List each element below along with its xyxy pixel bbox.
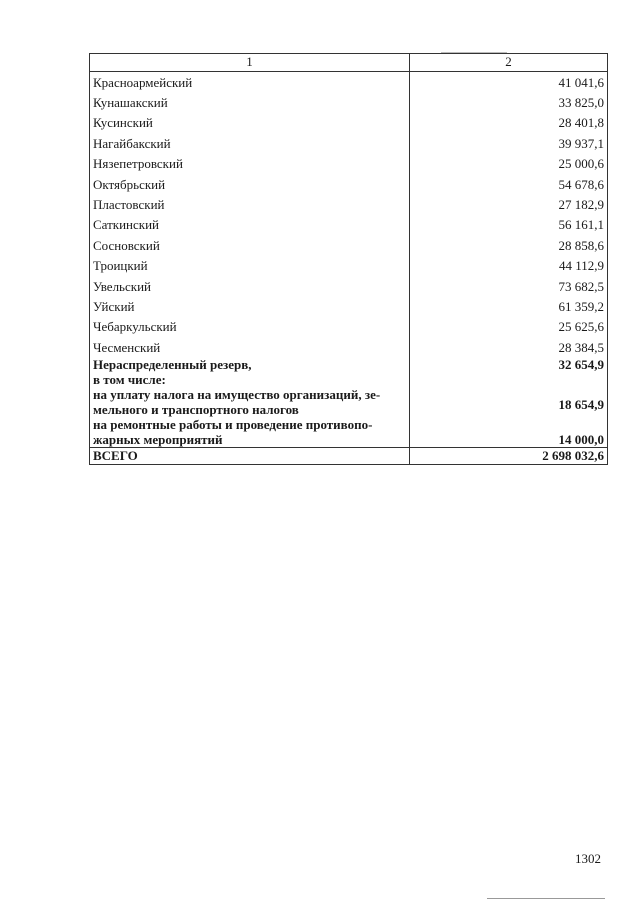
total-row bbox=[90, 448, 608, 465]
district-value: 54 678,6 bbox=[409, 174, 607, 194]
reserve-item-value: 18 654,9 bbox=[409, 387, 607, 417]
district-value: 73 682,5 bbox=[409, 276, 607, 296]
district-name: Саткинский bbox=[90, 215, 410, 235]
table-row bbox=[90, 194, 608, 214]
reserve-item-line: жарных мероприятий bbox=[93, 432, 223, 448]
table-row bbox=[90, 72, 608, 93]
reserve-value: 32 654,9 bbox=[409, 357, 607, 372]
reserve-item-row bbox=[90, 417, 608, 448]
district-value: 28 384,5 bbox=[409, 337, 607, 357]
reserve-label: Нераспределенный резерв, bbox=[90, 357, 410, 372]
district-name: Октябрьский bbox=[90, 174, 410, 194]
reserve-item-line: на ремонтные работы и проведение противопо- bbox=[93, 417, 373, 433]
district-value: 61 359,2 bbox=[409, 296, 607, 316]
district-value: 39 937,1 bbox=[409, 133, 607, 153]
table-row bbox=[90, 92, 608, 112]
table-row bbox=[90, 215, 608, 235]
table-row bbox=[90, 174, 608, 194]
district-name: Кунашакский bbox=[90, 92, 410, 112]
district-value: 27 182,9 bbox=[409, 194, 607, 214]
district-value: 28 858,6 bbox=[409, 235, 607, 255]
reserve-item-value: 14 000,0 bbox=[409, 417, 607, 448]
district-name: Увельский bbox=[90, 276, 410, 296]
including-row bbox=[90, 372, 608, 387]
including-label: в том числе: bbox=[90, 372, 410, 387]
reserve-row bbox=[90, 357, 608, 372]
column-header-2: 2 bbox=[409, 54, 607, 72]
district-name: Чебаркульский bbox=[90, 317, 410, 337]
reserve-item-line: на уплату налога на имущество организаций, зе- bbox=[93, 387, 381, 403]
district-name: Пластовский bbox=[90, 194, 410, 214]
page-number: 1302 bbox=[575, 851, 601, 866]
total-value: 2 698 032,6 bbox=[409, 448, 607, 465]
district-value: 25 625,6 bbox=[409, 317, 607, 337]
district-name: Красноармейский bbox=[90, 72, 410, 93]
table-row bbox=[90, 154, 608, 174]
reserve-item-line: мельного и транспортного налогов bbox=[93, 402, 299, 418]
reserve-section bbox=[90, 357, 608, 448]
table-row bbox=[90, 133, 608, 153]
district-value: 56 161,1 bbox=[409, 215, 607, 235]
reserve-item-row bbox=[90, 387, 608, 417]
district-value: 28 401,8 bbox=[409, 113, 607, 133]
district-name: Нязепетровский bbox=[90, 154, 410, 174]
table-body bbox=[90, 72, 608, 358]
district-name: Сосновский bbox=[90, 235, 410, 255]
table-row bbox=[90, 276, 608, 296]
table-row bbox=[90, 113, 608, 133]
table-row bbox=[90, 317, 608, 337]
district-value: 33 825,0 bbox=[409, 92, 607, 112]
table-row bbox=[90, 296, 608, 316]
district-value: 44 112,9 bbox=[409, 256, 607, 276]
budget-table bbox=[89, 53, 608, 465]
district-name: Нагайбакский bbox=[90, 133, 410, 153]
district-name: Троицкий bbox=[90, 256, 410, 276]
district-name: Уйский bbox=[90, 296, 410, 316]
column-header-1: 1 bbox=[90, 54, 410, 72]
district-name: Кусинский bbox=[90, 113, 410, 133]
district-name: Чесменский bbox=[90, 337, 410, 357]
footer-rule bbox=[487, 898, 605, 899]
district-value: 25 000,6 bbox=[409, 154, 607, 174]
table-row bbox=[90, 256, 608, 276]
table-row bbox=[90, 235, 608, 255]
total-label: ВСЕГО bbox=[90, 448, 410, 465]
district-value: 41 041,6 bbox=[409, 72, 607, 93]
table-row bbox=[90, 337, 608, 357]
table-header-row bbox=[90, 54, 608, 72]
